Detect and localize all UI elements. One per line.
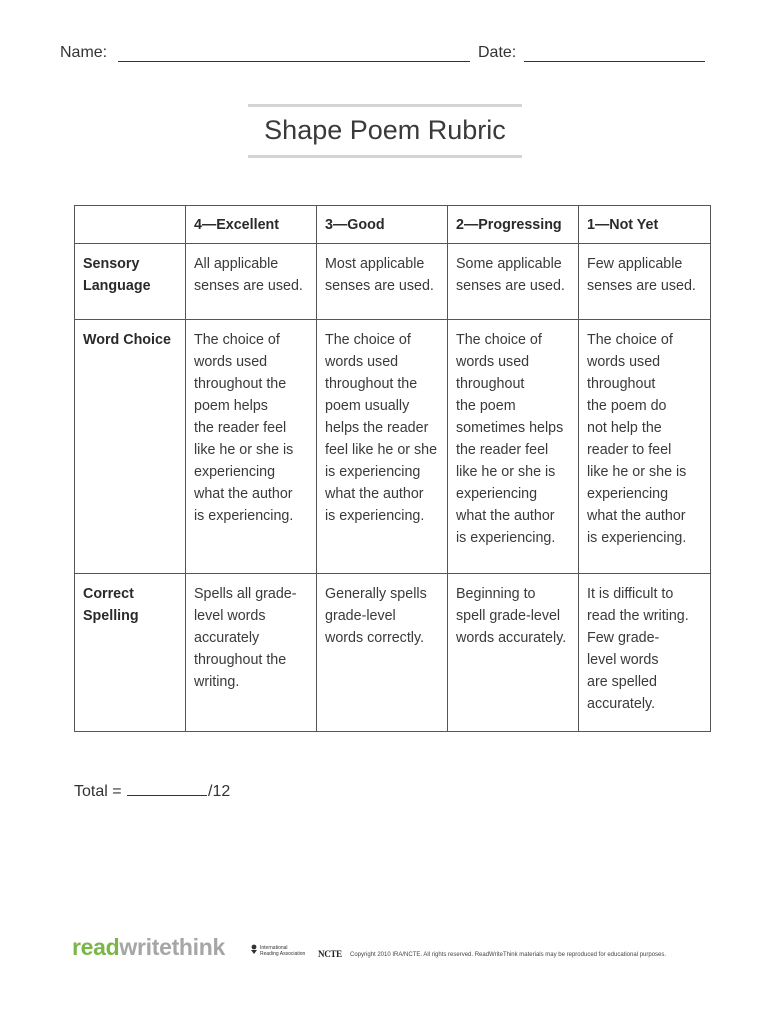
- rubric-cell: It is difficult to read the writing. Few grade- level words are spelled accurately.: [579, 574, 711, 732]
- date-label: Date:: [478, 44, 517, 61]
- ira-text: International Reading Association: [260, 945, 306, 957]
- rubric-table: [74, 205, 711, 732]
- total-row: [74, 781, 230, 801]
- rubric-cell: All applicable senses are used.: [186, 244, 317, 320]
- name-field[interactable]: [118, 61, 470, 62]
- rubric-cell: Few applicable senses are used.: [579, 244, 711, 320]
- total-score-field[interactable]: [127, 781, 207, 796]
- rubric-header-row: [75, 206, 711, 244]
- total-label: Total =: [74, 783, 122, 800]
- rubric-cell: The choice of words used throughout the poem usually helps the reader feel like he or she is experiencing what the author is experiencing.: [317, 320, 448, 574]
- column-header-good: 3—Good: [317, 206, 448, 244]
- total-suffix: /12: [208, 783, 231, 800]
- criterion-label: Word Choice: [75, 320, 186, 574]
- page-title: Shape Poem Rubric: [264, 115, 506, 145]
- rubric-cell: Generally spells grade-level words correctly.: [317, 574, 448, 732]
- ncte-logo: NCTE: [318, 949, 342, 959]
- rubric-cell: Some applicable senses are used.: [448, 244, 579, 320]
- readwritethink-logo: [72, 934, 225, 961]
- copyright-text: Copyright 2010 IRA/NCTE. All rights reserved. ReadWriteThink materials may be reproduced for educational purposes.: [350, 952, 667, 958]
- ira-emblem-icon: [250, 944, 258, 954]
- rubric-cell: The choice of words used throughout the poem sometimes helps the reader feel like he or she is experiencing what the author is experiencing.: [448, 320, 579, 574]
- name-label: Name:: [60, 44, 108, 61]
- rubric-cell: Beginning to spell grade-level words accurately.: [448, 574, 579, 732]
- rubric-cell: Most applicable senses are used.: [317, 244, 448, 320]
- column-header: [75, 206, 186, 244]
- rubric-row-sensory-language: [75, 244, 711, 320]
- rubric-row-word-choice: [75, 320, 711, 574]
- criterion-label: Correct Spelling: [75, 574, 186, 732]
- title-block: [248, 104, 522, 158]
- header-row: [60, 44, 710, 68]
- logo-writethink-text: writethink: [119, 934, 226, 960]
- footer: [72, 934, 712, 962]
- rubric-cell: The choice of words used throughout the poem helps the reader feel like he or she is experiencing what the author is experiencing.: [186, 320, 317, 574]
- column-header-not-yet: 1—Not Yet: [579, 206, 711, 244]
- date-field[interactable]: [524, 61, 705, 62]
- logo-read-text: read: [72, 934, 120, 960]
- criterion-label: Sensory Language: [75, 244, 186, 320]
- column-header-excellent: 4—Excellent: [186, 206, 317, 244]
- ira-logo: [250, 944, 310, 960]
- rubric-row-correct-spelling: [75, 574, 711, 732]
- rubric-cell: The choice of words used throughout the poem do not help the reader to feel like he or she is experiencing what the author is experiencing.: [579, 320, 711, 574]
- column-header-progressing: 2—Progressing: [448, 206, 579, 244]
- rubric-cell: Spells all grade- level words accurately throughout the writing.: [186, 574, 317, 732]
